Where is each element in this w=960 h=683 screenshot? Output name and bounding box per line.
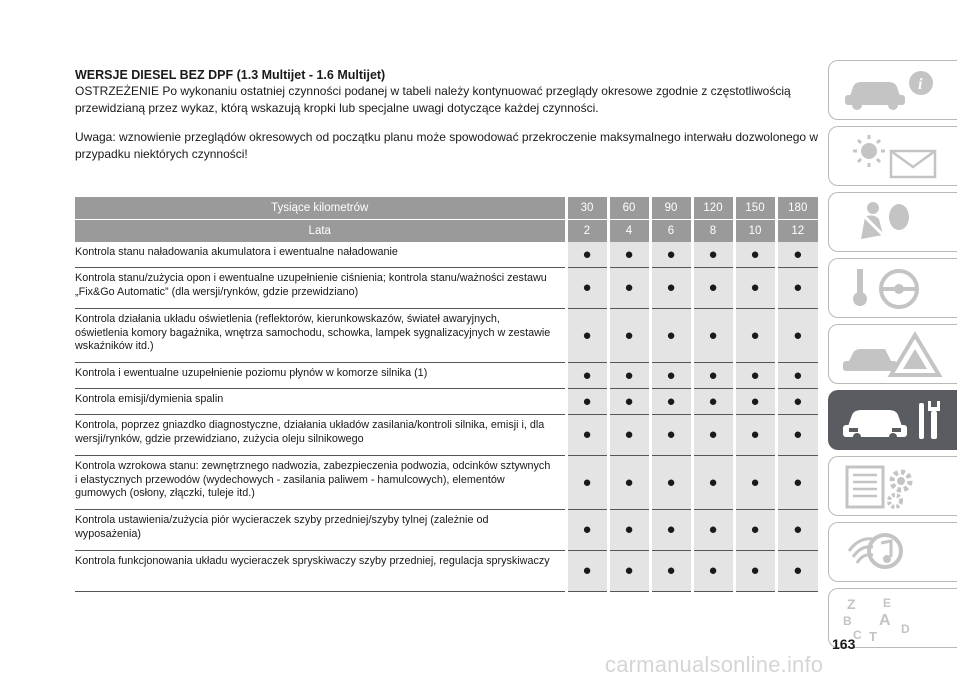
- km-col: 90: [650, 197, 692, 220]
- years-col: 10: [734, 220, 776, 243]
- table-row: [75, 363, 818, 389]
- table-row: [75, 551, 818, 592]
- interval-dot: ●: [734, 510, 776, 551]
- task-description: Kontrola stanu/zużycia opon i ewentualne uzupełnienie ciśnienia; kontrola stanu/ważności zestawu „Fix&Go Automatic” (dla wersji/rynków, gdzie przewidziano): [75, 268, 566, 309]
- header-row-km: [75, 197, 818, 220]
- interval-dot: ●: [566, 363, 608, 389]
- index-letter: D: [901, 622, 910, 636]
- years-label: Lata: [75, 220, 566, 243]
- task-description: Kontrola, poprzez gniazdko diagnostyczne, działania układów zasilania/kontroli silnika, emisji i, dla wersji/rynków, gdzie przewidziano, zużycia oleju silnikowego: [75, 415, 566, 456]
- interval-dot: ●: [566, 456, 608, 510]
- multimedia-icon: [839, 529, 949, 575]
- chapter-tab-emergency[interactable]: [828, 324, 957, 384]
- interval-dot: ●: [692, 456, 734, 510]
- table-row: [75, 510, 818, 551]
- svg-text:i: i: [918, 76, 923, 93]
- note-paragraph: Uwaga: wznowienie przeglądów okresowych od początku planu może spowodować przekroczenie maksymalnego interwału dozwolonego w przypadku niektórych czynności!: [75, 130, 819, 161]
- interval-dot: ●: [566, 415, 608, 456]
- interval-dot: ●: [566, 389, 608, 415]
- interval-dot: ●: [776, 242, 818, 268]
- alphabetical-index-icon: [839, 595, 949, 641]
- task-description: Kontrola ustawienia/zużycia piór wycieraczek szyby przedniej/szyby tylnej (zależnie od wyposażenia): [75, 510, 566, 551]
- interval-dot: ●: [776, 389, 818, 415]
- interval-dot: ●: [734, 456, 776, 510]
- interval-dot: ●: [608, 242, 650, 268]
- index-letter: C: [853, 628, 862, 641]
- interval-dot: ●: [566, 551, 608, 592]
- table-row: [75, 268, 818, 309]
- km-col: 120: [692, 197, 734, 220]
- key-steering-wheel-icon: [839, 265, 949, 311]
- years-col: 12: [776, 220, 818, 243]
- interval-dot: ●: [650, 415, 692, 456]
- interval-dot: ●: [608, 456, 650, 510]
- interval-dot: ●: [734, 309, 776, 363]
- km-label: Tysiące kilometrów: [75, 197, 566, 220]
- interval-dot: ●: [734, 242, 776, 268]
- task-description: Kontrola emisji/dymienia spalin: [75, 389, 566, 415]
- chapter-tab-multimedia[interactable]: [828, 522, 957, 582]
- chapter-tab-safety[interactable]: [828, 192, 957, 252]
- interval-dot: ●: [776, 456, 818, 510]
- maintenance-schedule-table: [75, 197, 818, 592]
- interval-dot: ●: [692, 309, 734, 363]
- km-col: 60: [608, 197, 650, 220]
- warning-lights-icon: [839, 133, 949, 179]
- interval-dot: ●: [734, 415, 776, 456]
- airbag-safety-icon: [839, 199, 949, 245]
- interval-dot: ●: [692, 510, 734, 551]
- chapter-sidebar: [828, 60, 957, 654]
- years-col: 8: [692, 220, 734, 243]
- header-row-years: [75, 220, 818, 243]
- index-letter: B: [843, 614, 852, 628]
- interval-dot: ●: [566, 309, 608, 363]
- watermark-text: carmanualsonline.info: [605, 652, 824, 677]
- years-col: 6: [650, 220, 692, 243]
- interval-dot: ●: [692, 268, 734, 309]
- interval-dot: ●: [608, 551, 650, 592]
- interval-dot: ●: [650, 309, 692, 363]
- years-col: 4: [608, 220, 650, 243]
- table-row: [75, 242, 818, 268]
- interval-dot: ●: [692, 389, 734, 415]
- interval-dot: ●: [776, 415, 818, 456]
- interval-dot: ●: [734, 268, 776, 309]
- interval-dot: ●: [692, 363, 734, 389]
- interval-dot: ●: [692, 242, 734, 268]
- table-row: [75, 309, 818, 363]
- interval-dot: ●: [692, 551, 734, 592]
- chapter-tab-vehicle-info[interactable]: [828, 60, 957, 120]
- task-description: Kontrola i ewentualne uzupełnienie poziomu płynów w komorze silnika (1): [75, 363, 566, 389]
- interval-dot: ●: [734, 551, 776, 592]
- interval-dot: ●: [608, 510, 650, 551]
- interval-dot: ●: [566, 268, 608, 309]
- interval-dot: ●: [566, 510, 608, 551]
- interval-dot: ●: [650, 389, 692, 415]
- table-row: [75, 415, 818, 456]
- km-col: 150: [734, 197, 776, 220]
- interval-dot: ●: [650, 363, 692, 389]
- index-letter: E: [883, 596, 892, 610]
- technical-data-gear-icon: [839, 463, 949, 509]
- index-letter: T: [869, 629, 877, 641]
- interval-dot: ●: [650, 551, 692, 592]
- interval-dot: ●: [734, 363, 776, 389]
- interval-dot: ●: [692, 415, 734, 456]
- chapter-tab-technical-data[interactable]: [828, 456, 957, 516]
- interval-dot: ●: [608, 309, 650, 363]
- interval-dot: ●: [776, 363, 818, 389]
- task-description: Kontrola wzrokowa stanu: zewnętrznego nadwozia, zabezpieczenia podwozia, odcinków sztywnych i elastycznych przewodów (wydechowych - zasilania paliwem - hamulcowych), elementów gumowych (osłony, złączki, tuleje itd.): [75, 456, 566, 510]
- interval-dot: ●: [776, 268, 818, 309]
- task-description: Kontrola stanu naładowania akumulatora i ewentualne naładowanie: [75, 242, 566, 268]
- interval-dot: ●: [776, 551, 818, 592]
- interval-dot: ●: [608, 363, 650, 389]
- interval-dot: ●: [776, 309, 818, 363]
- schedule-body: [75, 242, 818, 592]
- task-description: Kontrola funkcjonowania układu wycieraczek spryskiwaczy szyby przedniej, regulacja spryskiwaczy: [75, 551, 566, 592]
- interval-dot: ●: [608, 389, 650, 415]
- years-col: 2: [566, 220, 608, 243]
- chapter-tab-warning-lights[interactable]: [828, 126, 957, 186]
- emergency-triangle-icon: [839, 331, 949, 377]
- index-letter: Z: [847, 596, 856, 612]
- interval-dot: ●: [608, 268, 650, 309]
- car-info-icon: [839, 67, 949, 113]
- interval-dot: ●: [650, 268, 692, 309]
- interval-dot: ●: [650, 242, 692, 268]
- interval-dot: ●: [734, 389, 776, 415]
- section-heading: WERSJE DIESEL BEZ DPF (1.3 Multijet - 1.6 Multijet): [75, 68, 386, 82]
- interval-dot: ●: [650, 456, 692, 510]
- chapter-tab-servicing-maintenance[interactable]: [828, 390, 957, 450]
- interval-dot: ●: [566, 242, 608, 268]
- page-number: 163: [832, 636, 856, 652]
- warning-paragraph: OSTRZEŻENIE Po wykonaniu ostatniej czynności podanej w tabeli należy kontynuować przeglądy okresowe zgodnie z częstotliwością przewidzianą przez wykaz, którą wskazują kropki lub specjalne uwagi dotyczące każdej czynności.: [75, 84, 791, 115]
- car-service-wrench-icon: [839, 397, 949, 443]
- chapter-tab-starting-driving[interactable]: [828, 258, 957, 318]
- page-content: [75, 68, 820, 163]
- index-letter: A: [879, 612, 891, 629]
- km-col: 180: [776, 197, 818, 220]
- interval-dot: ●: [608, 415, 650, 456]
- table-row: [75, 456, 818, 510]
- interval-dot: ●: [650, 510, 692, 551]
- table-row: [75, 389, 818, 415]
- km-col: 30: [566, 197, 608, 220]
- task-description: Kontrola działania układu oświetlenia (reflektorów, kierunkowskazów, świateł awaryjnych, oświetlenia komory bagażnika, wnętrza samochodu, schowka, lampek sygnalizacyjnych w zestawie wskaźników itd.): [75, 309, 566, 363]
- interval-dot: ●: [776, 510, 818, 551]
